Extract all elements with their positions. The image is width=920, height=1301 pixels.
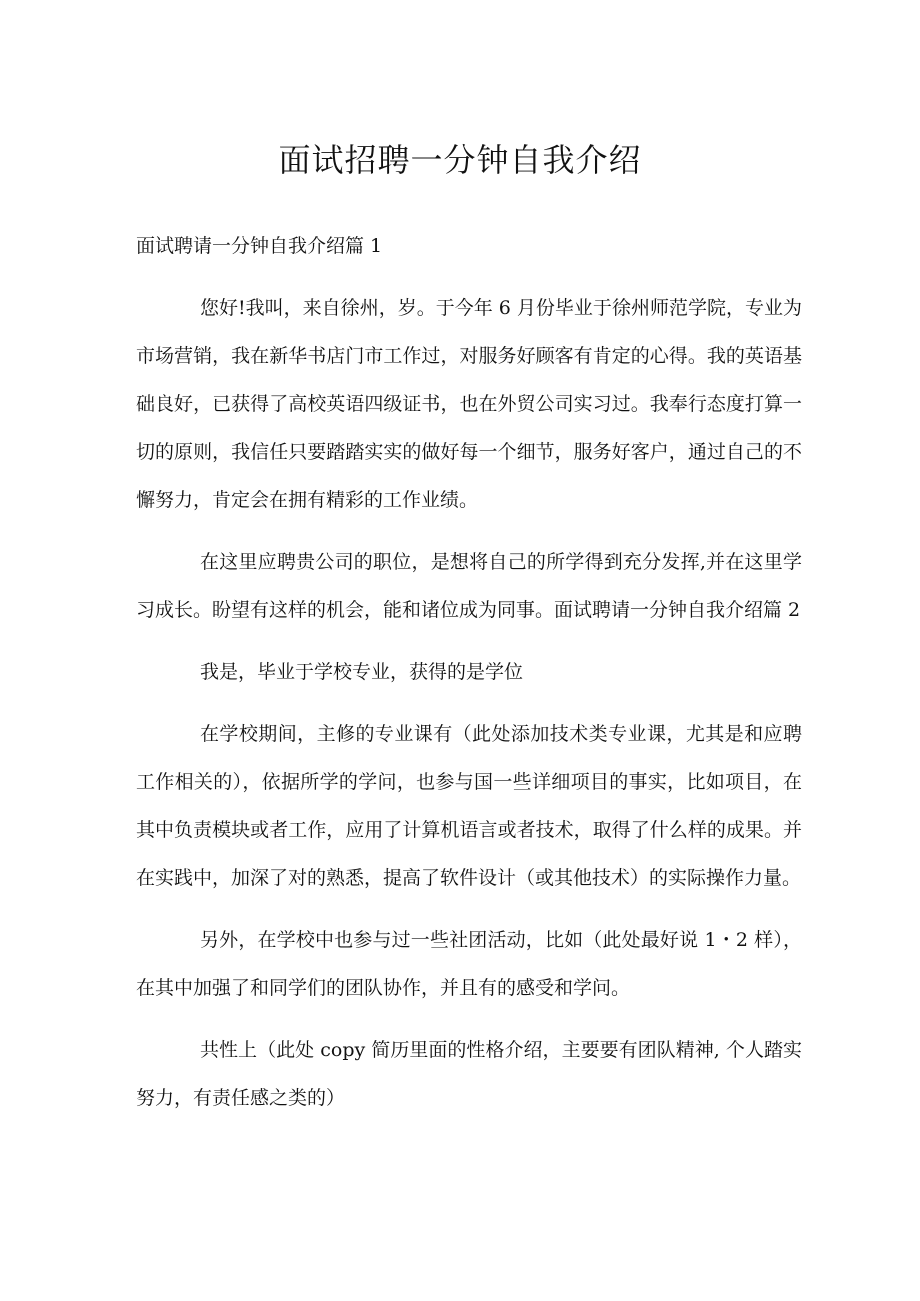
paragraph-3: 我是，毕业于学校专业，获得的是学位 — [200, 661, 524, 683]
paragraph-4: 在学校期间，主修的专业课有（此处添加技术类专业课，尤其是和应聘工作相关的），依据所学的学问，也参与国一些详细项目的事实，比如项目，在其中负责模块或者工作，应用了计算机语言或者技术，取得了什么样的成果。并在实践中，加深了对的熟悉，提高了软件设计（或其他技术）的实际操作力量。 — [136, 723, 802, 889]
paragraph-1: 您好!我叫，来自徐州，岁。于今年 6 月份毕业于徐州师范学院，专业为市场营销，我在新华书店门市工作过，对服务好顾客有肯定的心得。我的英语基础良好，已获得了高校英语四级证书，也在外贸公司实习过。我奉行态度打算一切的原则，我信任只要踏踏实实的做好每一个细节，服务好客户，通过自己的不懈努力，肯定会在拥有精彩的工作业绩。 — [136, 297, 802, 511]
section-heading: 面试聘请一分钟自我介绍篇 1 — [136, 235, 383, 257]
document-title: 面试招聘一分钟自我介绍 — [278, 141, 642, 179]
paragraph-2: 在这里应聘贵公司的职位，是想将自己的所学得到充分发挥,并在这里学习成长。盼望有这样的机会，能和诸位成为同事。面试聘请一分钟自我介绍篇 2 — [136, 551, 802, 621]
document-body — [136, 222, 802, 1136]
paragraph-6: 共性上（此处 copy 简历里面的性格介绍，主要要有团队精神, 个人踏实努力，有责任感之类的） — [136, 1039, 802, 1109]
paragraph-5: 另外，在学校中也参与过一些社团活动，比如（此处最好说 1・2 样），在其中加强了和同学们的团队协作，并且有的感受和学问。 — [136, 929, 802, 999]
